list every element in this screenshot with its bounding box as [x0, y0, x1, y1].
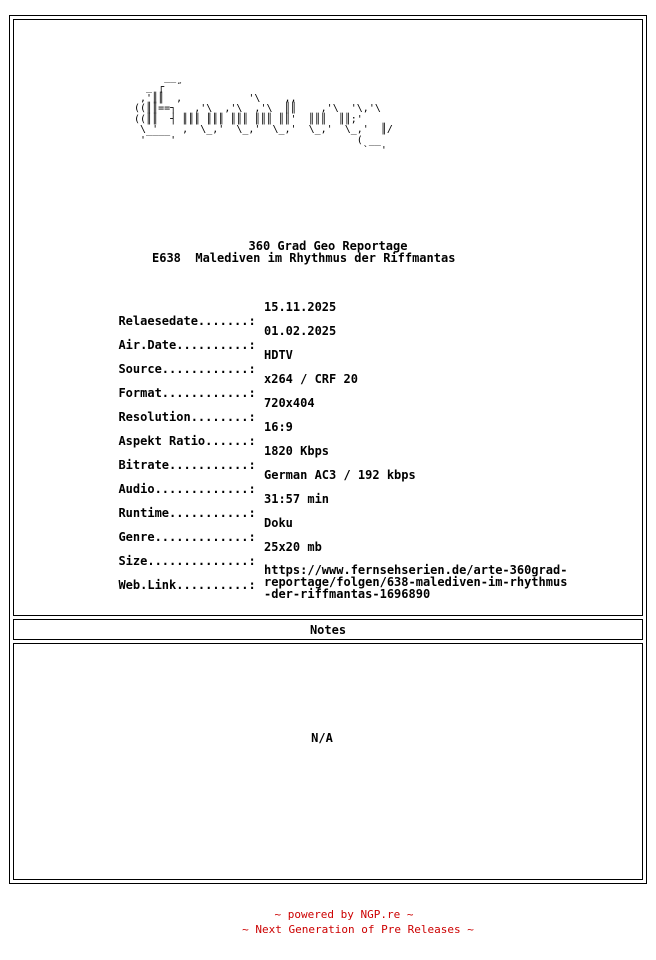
detail-value: 15.11.2025 — [264, 300, 337, 314]
detail-label: Runtime...........: — [118, 506, 256, 520]
footer-tagline: ~ Next Generation of Pre Releases ~ — [242, 923, 474, 936]
weblink-url[interactable]: https://www.fernsehserien.de/arte-360grad- reportage/folgen/638-malediven-im-rhythmus -der-riffmantas-1696890 — [264, 563, 568, 601]
detail-label: Genre.............: — [118, 530, 256, 544]
detail-label: Format............: — [118, 386, 256, 400]
detail-label: Air.Date..........: — [118, 338, 256, 352]
detail-value: German AC3 / 192 kbps — [264, 468, 416, 482]
notes-title: Notes — [309, 623, 347, 637]
notes-panel — [13, 643, 643, 880]
detail-value: 01.02.2025 — [264, 324, 337, 338]
detail-value: Doku — [264, 516, 293, 530]
detail-label: Source............: — [118, 362, 256, 376]
detail-value: 31:57 min — [264, 492, 330, 506]
detail-row-weblink — [104, 564, 278, 592]
detail-value: 25x20 mb — [264, 540, 322, 554]
detail-value: 720x404 — [264, 396, 315, 410]
detail-label: Relaesedate.......: — [118, 314, 256, 328]
detail-label: Bitrate...........: — [118, 458, 256, 472]
detail-label: Resolution........: — [118, 410, 256, 424]
detail-label: Size..............: — [118, 554, 256, 568]
detail-value: 1820 Kbps — [264, 444, 330, 458]
detail-value: 16:9 — [264, 420, 293, 434]
footer-powered-by: ~ powered by NGP.re ~ — [274, 908, 414, 921]
detail-value: x264 / CRF 20 — [264, 372, 358, 386]
detail-label: Aspekt Ratio......: — [118, 434, 256, 448]
notes-body: N/A — [311, 731, 333, 745]
goodboy-ascii-logo: _ ┌‾‾˝ ,'║║ , '\ ,, ((║║==┐ ,'\ ,'\ ,'\ ║║ ,'\ '\,'\ ((║║ ┤ ║║║ ║║║ ║║║ ║║║ ║║' ║║║ ║║;' \ ' , \_,' \_,' \_,' \_,' \_,' ║/ '‾‾‾‾' ( `‾‾' — [134, 82, 393, 156]
show-title: 360 Grad Geo Reportage — [248, 239, 408, 253]
detail-value: HDTV — [264, 348, 293, 362]
detail-label: Audio.............: — [118, 482, 256, 496]
detail-label: Web.Link..........: — [118, 578, 256, 592]
episode-title: E638 Malediven im Rhythmus der Riffmantas — [152, 251, 456, 265]
